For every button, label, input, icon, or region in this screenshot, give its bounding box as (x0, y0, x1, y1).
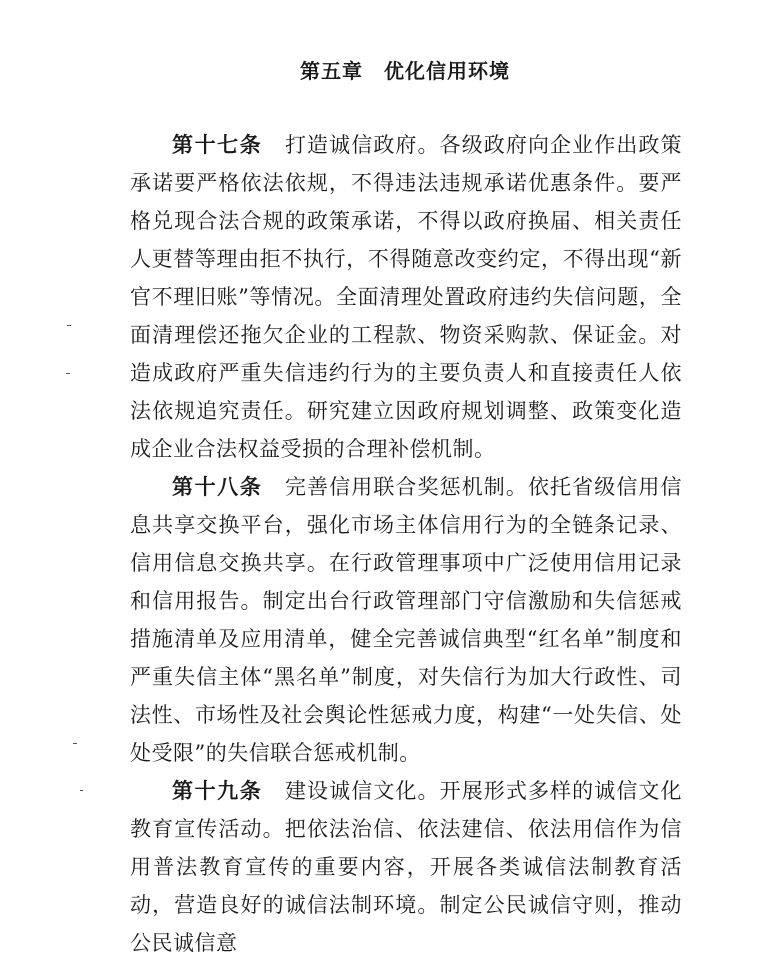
scan-speck (73, 743, 77, 744)
article-text: 打造诚信政府。各级政府向企业作出政策承诺要严格依法依规，不得违法违规承诺优惠条件。要严格兑现合法合规的政策承诺，不得以政府换届、相关责任人更替等理由拒不执行，不得随意改变约定，不得出现“新官不理旧账”等情况。全面清理处置政府违约失信问题，全面清理偿还拖欠企业的工程款、物资采购款、保证金。对造成政府严重失信违约行为的主要负责人和直接责任人依法依规追究责任。研究建立因政府规划调整、政策变化造成企业合法权益受损的合理补偿机制。 (130, 133, 683, 461)
article-text: 完善信用联合奖惩机制。依托省级信用信息共享交换平台，强化市场主体信用行为的全链条记录、信用信息交换共享。在行政管理事项中广泛使用信用记录和信用报告。制定出台行政管理部门守信激励和失信惩戒措施清单及应用清单，健全完善诚信典型“红名单”制度和严重失信主体“黑名单”制度，对失信行为加大行政性、司法性、市场性及社会舆论性惩戒力度，构建“一处失信、处处受限”的失信联合惩戒机制。 (130, 475, 683, 765)
scan-speck (66, 373, 70, 374)
article-text: 建设诚信文化。开展形式多样的诚信文化教育宣传活动。把依法治信、依法建信、依法用信作为信用普法教育宣传的重要内容，开展各类诚信法制教育活动，营造良好的诚信法制环境。制定公民诚信守则，推动公民诚信意 (130, 779, 683, 955)
article-number: 第十九条 (172, 779, 263, 803)
article-19 (130, 772, 682, 962)
article-17 (130, 126, 682, 468)
article-18 (130, 468, 682, 772)
chapter-title: 第五章 优化信用环境 (300, 59, 510, 83)
article-number: 第十八条 (172, 475, 263, 499)
article-number: 第十七条 (172, 133, 263, 157)
scan-speck (80, 790, 83, 791)
document-body (130, 126, 682, 962)
scan-speck (67, 325, 71, 326)
